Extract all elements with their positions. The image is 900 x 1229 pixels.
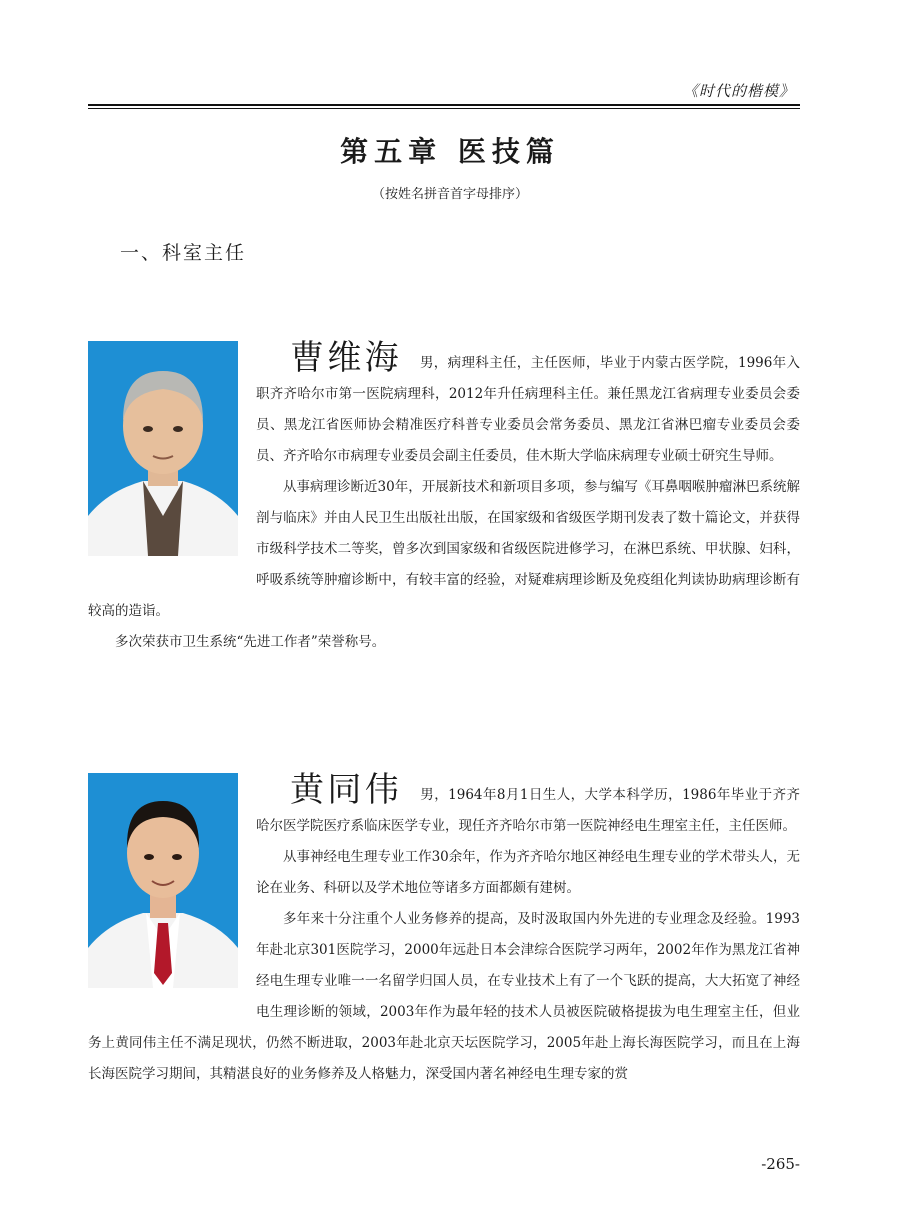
section-heading: 一、科室主任 — [120, 242, 247, 264]
profile-name: 曹维海 — [290, 338, 402, 378]
chapter-title: 第五章 医技篇 — [340, 135, 560, 168]
profile-cao-weihai — [88, 338, 801, 658]
page-number: -265- — [761, 1155, 800, 1173]
profile-paragraph: 从事神经电生理专业工作30余年，作为齐齐哈尔地区神经电生理专业的学术带头人，无论在业务、科研以及学术地位等诸多方面都颇有建树。 — [256, 849, 800, 896]
running-header: 《时代的楷模》 — [682, 82, 795, 100]
profile-paragraph: 多年来十分注重个人业务修养的提高，及时汲取国内外先进的专业理念及经验。1993年赴北京301医院学习，2000年远赴日本会津综合医院学习两年，2002年作为黑龙江省神经电生理专业唯一一名留学归国人员，在专业技术上有了一个飞跃的提高，大大拓宽了神经电生理诊断的领域，2003年作为最年轻的技术人员被医院破格提拔为电生理室主任，但业务上黄同伟主任不满足现状，仍然不断进取，2003年赴北京天坛医院学习，2005年赴上海长海医院学习，而且在上海长海医院学习期间，其精湛良好的业务修养及人格魅力，深受国内著名神经电生理专家的赏 — [88, 911, 800, 1082]
chapter-note: （按姓名拼音首字母排序） — [371, 187, 528, 202]
profile-huang-tongwei — [88, 770, 801, 1090]
profile-paragraph: 男，1964年8月1日生人，大学本科学历，1986年毕业于齐齐哈尔医学院医疗系临床医学专业，现任齐齐哈尔市第一医院神经电生理室主任，主任医师。 — [256, 787, 801, 834]
profile-paragraph: 男，病理科主任，主任医师，毕业于内蒙古医学院，1996年入职齐齐哈尔市第一医院病理科，2012年升任病理科主任。兼任黑龙江省病理专业委员会委员、黑龙江省医师协会精准医疗科普专业委员会常务委员、黑龙江省淋巴瘤专业委员会委员、齐齐哈尔市病理专业委员会副主任委员，佳木斯大学临床病理专业硕士研究生导师。 — [256, 355, 801, 464]
profile-paragraph: 多次荣获市卫生系统“先进工作者”荣誉称号。 — [115, 634, 386, 650]
profile-name: 黄同伟 — [290, 770, 403, 810]
header-rule-thick — [88, 104, 800, 106]
profile-paragraph: 从事病理诊断近30年，开展新技术和新项目多项，参与编写《耳鼻咽喉肿瘤淋巴系统解剖与临床》并由人民卫生出版社出版，在国家级和省级医学期刊发表了数十篇论文，并获得市级科学技术二等奖，曾多次到国家级和省级医院进修学习，在淋巴系统、甲状腺、妇科，呼吸系统等肿瘤诊断中，有较丰富的经验，对疑难病理诊断及免疫组化判读协助病理诊断有较高的造诣。 — [88, 479, 800, 619]
header-rule-thin — [88, 108, 800, 109]
